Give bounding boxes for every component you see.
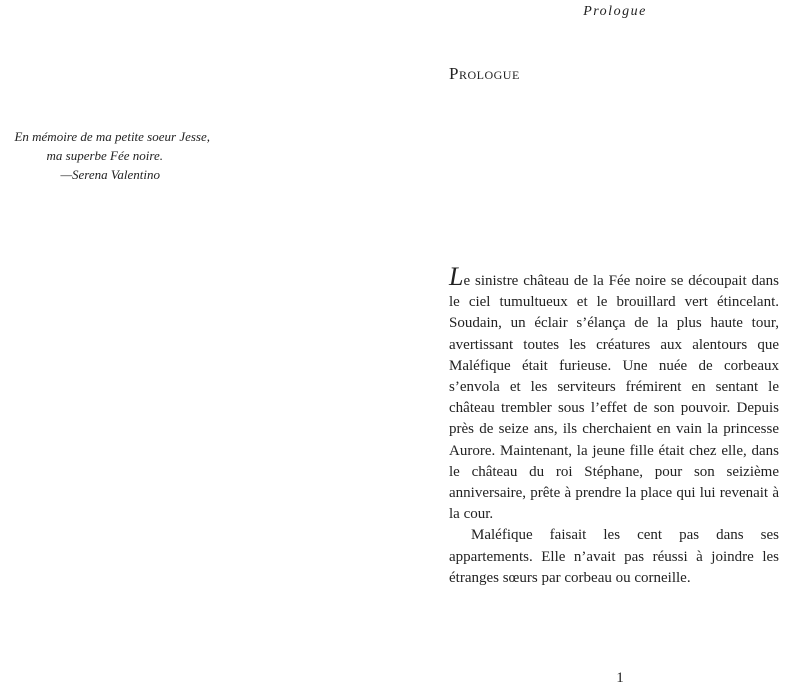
dedication-line: En mémoire de ma petite soeur Jesse, [14,129,210,144]
drop-cap: L [449,262,464,291]
running-head: Prologue [583,4,647,19]
dedication-signature: —Serena Valentino [60,167,160,182]
page-number: 1 [616,670,624,686]
chapter-title: Prologue [449,64,520,83]
paragraph: Maléfique faisait les cent pas dans ses appartements. Elle n’avait pas réussi à joindre les étranges sœurs par corbeau ou corneille. [449,527,779,586]
paragraph-text: e sinistre château de la Fée noire se découpait dans le ciel tumultueux et le brouillard vert étincelant. Soudain, un éclair s’élança de la plus haute tour, avertissant toutes les créatures aux alentours que Maléfique était furieuse. Une nuée de corbeaux s’envola et les serviteurs frémirent en sentant le château trembler sous l’effet de son pouvoir. Depuis près de seize ans, ils cherchaient en vain la princesse Aurore. Maintenant, la jeune fille était chez elle, dans le château du roi Stéphane, pour son seizième anniversaire, prête à prendre la place qui lui revenait à la cour. [449,273,779,523]
dedication [0,127,210,184]
paragraph [449,262,779,525]
dedication-line: ma superbe Fée noire. [46,148,163,163]
body-text [449,262,779,589]
